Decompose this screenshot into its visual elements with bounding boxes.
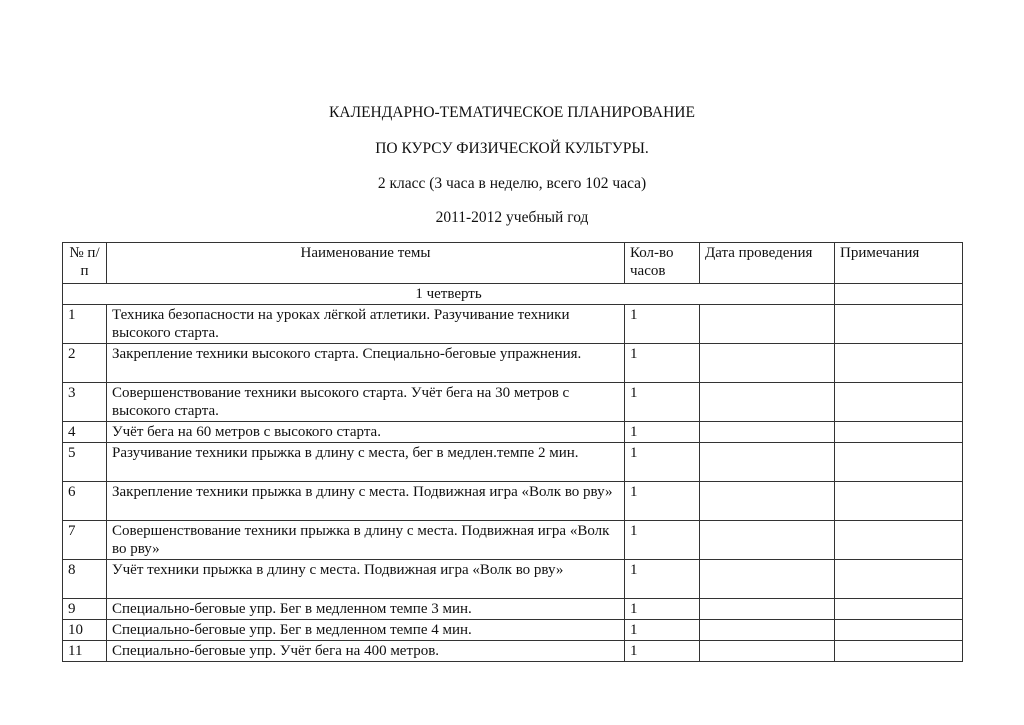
row-number-cell: 8 [63,560,107,599]
row-topic-cell: Разучивание техники прыжка в длину с места, бег в медлен.темпе 2 мин. [107,443,625,482]
row-hours-cell: 1 [625,482,700,521]
table-row [63,344,963,383]
row-number-cell: 2 [63,344,107,383]
row-notes-cell [835,560,963,599]
table-row [63,305,963,344]
row-topic-cell: Специально-беговые упр. Бег в медленном темпе 3 мин. [107,599,625,620]
row-number-cell: 4 [63,422,107,443]
row-date-cell [700,422,835,443]
row-number-cell: 7 [63,521,107,560]
row-topic-cell: Техника безопасности на уроках лёгкой атлетики. Разучивание техники высокого старта. [107,305,625,344]
row-notes-cell [835,305,963,344]
row-hours-cell: 1 [625,305,700,344]
table-row [63,383,963,422]
row-topic-cell: Закрепление техники прыжка в длину с места. Подвижная игра «Волк во рву» [107,482,625,521]
row-topic-cell: Совершенствование техники высокого старта. Учёт бега на 30 метров с высокого старта. [107,383,625,422]
header-num: № п/п [63,243,107,284]
header-topic: Наименование темы [107,243,625,284]
quarter-notes-cell [835,284,963,305]
document-subtitle-class: 2 класс (3 часа в неделю, всего 102 часа) [377,175,647,192]
row-date-cell [700,344,835,383]
document-title-line-1: КАЛЕНДАРНО-ТЕМАТИЧЕСКОЕ ПЛАНИРОВАНИЕ [329,104,695,121]
row-notes-cell [835,620,963,641]
row-date-cell [700,383,835,422]
quarter-row [63,284,963,305]
document-title-line-2: ПО КУРСУ ФИЗИЧЕСКОЙ КУЛЬТУРЫ. [375,140,649,157]
row-notes-cell [835,641,963,662]
row-hours-cell: 1 [625,620,700,641]
table-row [63,422,963,443]
row-hours-cell: 1 [625,521,700,560]
row-notes-cell [835,443,963,482]
row-hours-cell: 1 [625,560,700,599]
row-date-cell [700,482,835,521]
document-subtitle-year: 2011-2012 учебный год [435,209,589,226]
quarter-label: 1 четверть [63,284,835,305]
plan-table [62,242,963,662]
row-hours-cell: 1 [625,641,700,662]
row-date-cell [700,521,835,560]
row-hours-cell: 1 [625,443,700,482]
row-date-cell [700,305,835,344]
row-number-cell: 1 [63,305,107,344]
table-row [63,599,963,620]
row-date-cell [700,599,835,620]
row-hours-cell: 1 [625,344,700,383]
table-row [63,482,963,521]
table-row [63,521,963,560]
row-date-cell [700,620,835,641]
row-hours-cell: 1 [625,422,700,443]
header-date: Дата проведения [700,243,835,284]
row-notes-cell [835,599,963,620]
row-topic-cell: Специально-беговые упр. Учёт бега на 400 метров. [107,641,625,662]
header-notes: Примечания [835,243,963,284]
row-number-cell: 10 [63,620,107,641]
row-hours-cell: 1 [625,599,700,620]
row-number-cell: 6 [63,482,107,521]
row-notes-cell [835,383,963,422]
row-date-cell [700,443,835,482]
table-row [63,641,963,662]
row-notes-cell [835,344,963,383]
row-number-cell: 9 [63,599,107,620]
row-notes-cell [835,521,963,560]
row-topic-cell: Совершенствование техники прыжка в длину с места. Подвижная игра «Волк во рву» [107,521,625,560]
table-row [63,560,963,599]
row-topic-cell: Учёт техники прыжка в длину с места. Подвижная игра «Волк во рву» [107,560,625,599]
row-date-cell [700,641,835,662]
row-topic-cell: Специально-беговые упр. Бег в медленном темпе 4 мин. [107,620,625,641]
table-row [63,620,963,641]
row-date-cell [700,560,835,599]
row-topic-cell: Закрепление техники высокого старта. Специально-беговые упражнения. [107,344,625,383]
row-number-cell: 5 [63,443,107,482]
table-header-row [63,243,963,284]
row-topic-cell: Учёт бега на 60 метров с высокого старта. [107,422,625,443]
row-notes-cell [835,482,963,521]
row-number-cell: 11 [63,641,107,662]
row-notes-cell [835,422,963,443]
row-number-cell: 3 [63,383,107,422]
table-row [63,443,963,482]
row-hours-cell: 1 [625,383,700,422]
header-hours: Кол-во часов [625,243,700,284]
